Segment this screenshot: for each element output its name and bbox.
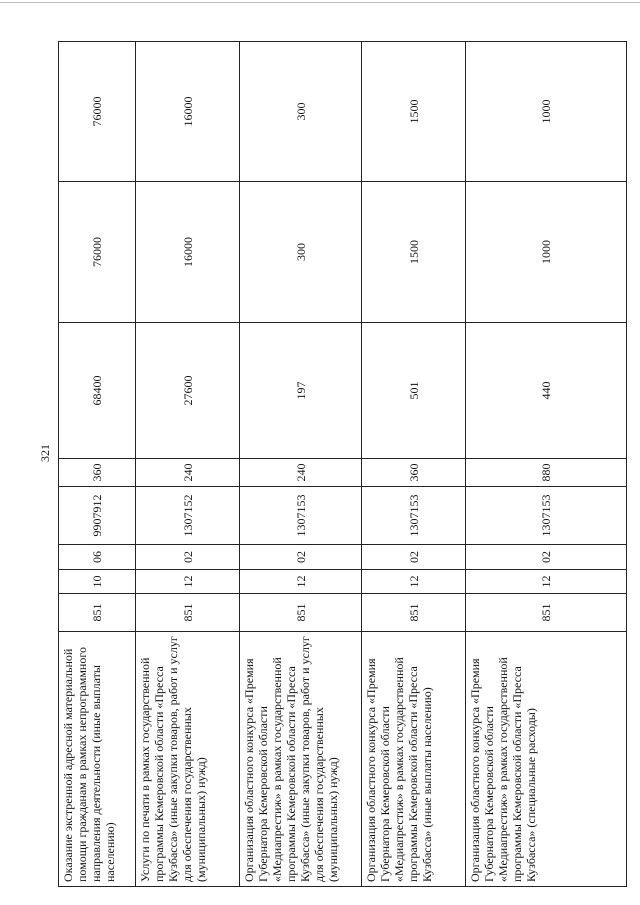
rotated-table-wrapper	[58, 42, 626, 887]
expense-type-cell: 880	[466, 459, 627, 487]
table-row	[466, 42, 627, 887]
amount-1-cell: 440	[466, 323, 627, 459]
grbs-code-cell: 851	[59, 594, 136, 632]
grbs-code-cell: 851	[240, 594, 362, 632]
target-article-cell: 1307153	[466, 487, 627, 545]
table-row	[136, 42, 240, 887]
amount-3-cell: 16000	[136, 42, 240, 182]
amount-1-cell: 501	[362, 323, 466, 459]
amount-2-cell: 1500	[362, 182, 466, 323]
target-article-cell: 1307153	[240, 487, 362, 545]
table-row	[362, 42, 466, 887]
subsection-code-cell: 06	[59, 545, 136, 570]
table-row	[59, 42, 136, 887]
expense-type-cell: 240	[240, 459, 362, 487]
amount-2-cell: 16000	[136, 182, 240, 323]
expense-name-cell: Оказание экстренной адресной материальной помощи гражданам в рамках непрограммного направления деятельности (иные выплаты населению)	[59, 632, 136, 887]
expense-name-cell: Организация областного конкурса «Премия Губернатора Кемеровской области «Медиапрестиж» в рамках государственной программы Кемеровской области «Пресса Кузбасса» (иные выплаты населению)	[362, 632, 466, 887]
amount-2-cell: 76000	[59, 182, 136, 323]
target-article-cell: 1307152	[136, 487, 240, 545]
amount-1-cell: 27600	[136, 323, 240, 459]
amount-3-cell: 300	[240, 42, 362, 182]
amount-2-cell: 1000	[466, 182, 627, 323]
expense-type-cell: 360	[362, 459, 466, 487]
page-number: 321	[38, 444, 52, 462]
amount-1-cell: 68400	[59, 323, 136, 459]
subsection-code-cell: 02	[466, 545, 627, 570]
amount-1-cell: 197	[240, 323, 362, 459]
top-rule	[0, 2, 640, 3]
grbs-code-cell: 851	[362, 594, 466, 632]
subsection-code-cell: 02	[362, 545, 466, 570]
amount-2-cell: 300	[240, 182, 362, 323]
grbs-code-cell: 851	[136, 594, 240, 632]
section-code-cell: 12	[466, 570, 627, 594]
target-article-cell: 9907912	[59, 487, 136, 545]
amount-3-cell: 1500	[362, 42, 466, 182]
budget-table	[58, 41, 627, 887]
subsection-code-cell: 02	[240, 545, 362, 570]
expense-name-cell: Услуги по печати в рамках государственной программы Кемеровской области «Пресса Кузбасса» (иные закупки товаров, работ и услуг для обеспечения государственных (муниципальных) нужд)	[136, 632, 240, 887]
expense-type-cell: 360	[59, 459, 136, 487]
section-code-cell: 10	[59, 570, 136, 594]
target-article-cell: 1307153	[362, 487, 466, 545]
amount-3-cell: 1000	[466, 42, 627, 182]
expense-name-cell: Организация областного конкурса «Премия Губернатора Кемеровской области «Медиапрестиж» в рамках государственной программы Кемеровской области «Пресса Кузбасса» (специальные расходы)	[466, 632, 627, 887]
section-code-cell: 12	[136, 570, 240, 594]
expense-type-cell: 240	[136, 459, 240, 487]
amount-3-cell: 76000	[59, 42, 136, 182]
grbs-code-cell: 851	[466, 594, 627, 632]
section-code-cell: 12	[362, 570, 466, 594]
section-code-cell: 12	[240, 570, 362, 594]
subsection-code-cell: 02	[136, 545, 240, 570]
table-row	[240, 42, 362, 887]
expense-name-cell: Организация областного конкурса «Премия Губернатора Кемеровской области «Медиапрестиж» в рамках государственной программы Кемеровской области «Пресса Кузбасса» (иные закупки товаров, работ и услуг для обеспечения государственных (муниципальных) нужд)	[240, 632, 362, 887]
